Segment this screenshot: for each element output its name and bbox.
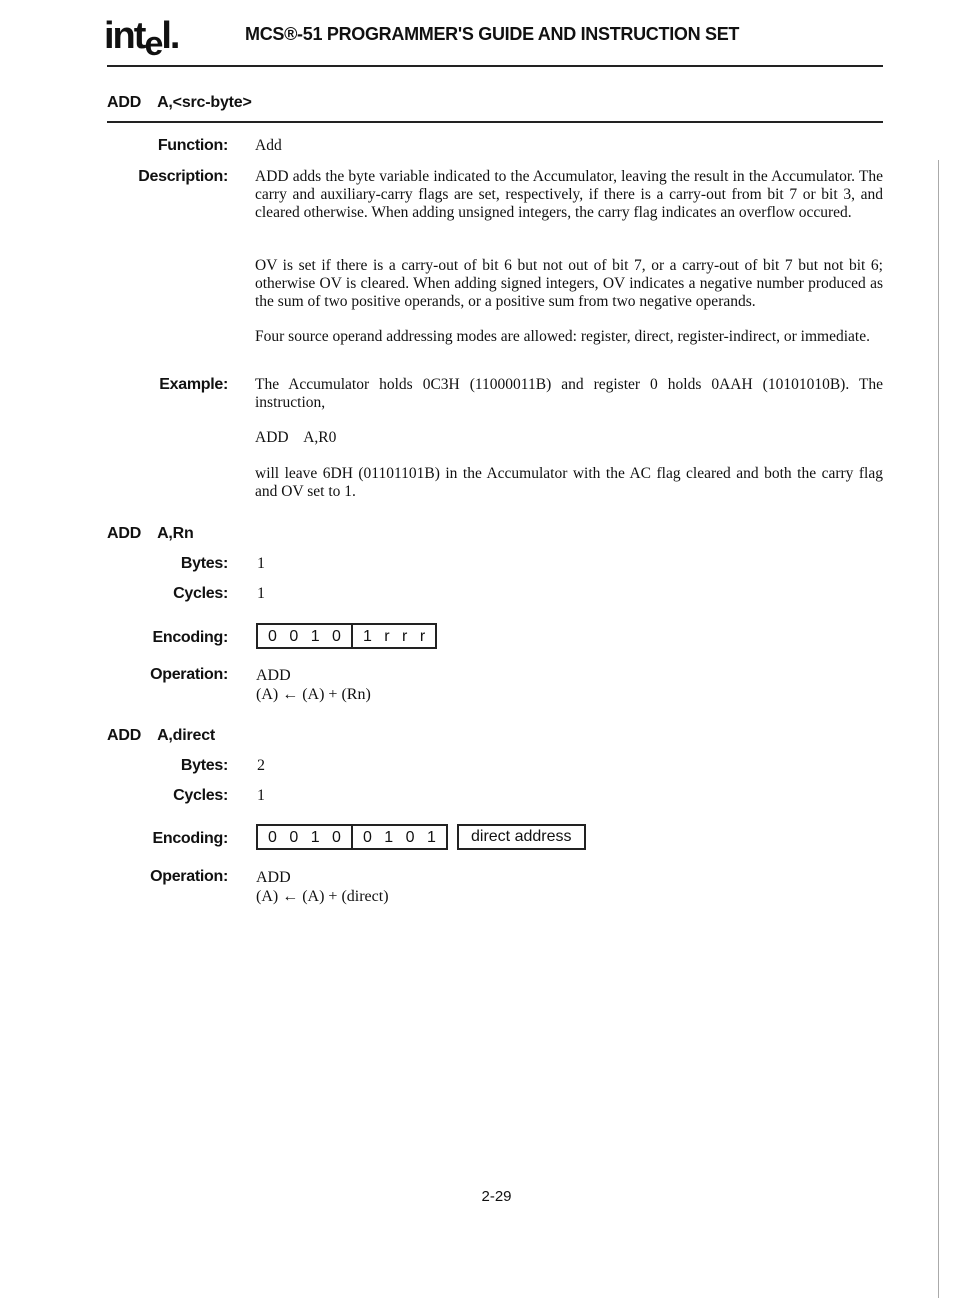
encoding-box [256, 824, 448, 850]
form-heading-direct [107, 727, 215, 745]
description-paragraph-3: Four source operand addressing modes are allowed: register, direct, register-indirect, or immediate. [255, 328, 870, 345]
description-label: Description: [138, 168, 228, 185]
form-operands: A,direct [157, 727, 216, 744]
bytes-label: Bytes: [180, 757, 228, 774]
cycles-value: 1 [257, 585, 265, 602]
instruction-mnemonic: ADD [107, 94, 142, 111]
operation-label: Operation: [150, 666, 228, 683]
example-label: Example: [159, 376, 228, 393]
description-paragraph-2: OV is set if there is a carry-out of bit 6 but not out of bit 7, or a carry-out of bit 7 but not bit 6; otherwise OV is cleared. When adding signed integers, OV indicates a negative number produced as the sum of two positive operands, or a positive sum from two negative operands. [255, 257, 883, 310]
example-code: ADD A,R0 [255, 429, 337, 446]
form-mnemonic: ADD [107, 525, 142, 542]
operation-line-1: ADD [256, 869, 291, 886]
operation-line-1: ADD [256, 667, 291, 684]
operation-value [256, 666, 371, 704]
cycles-label: Cycles: [173, 787, 228, 804]
form-mnemonic: ADD [107, 727, 142, 744]
heading-rule [107, 121, 883, 123]
example-paragraph-1: The Accumulator holds 0C3H (11000011B) and register 0 holds 0AAH (10101010B). The instruction, [255, 376, 883, 411]
function-value: Add [255, 137, 282, 154]
document-title: MCS®-51 PROGRAMMER'S GUIDE AND INSTRUCTION SET [245, 24, 740, 44]
bytes-value: 1 [257, 555, 265, 572]
operation-value [256, 868, 389, 906]
scan-edge-line [938, 160, 939, 1298]
header-rule [107, 65, 883, 67]
cycles-value: 1 [257, 787, 265, 804]
encoding-label: Encoding: [152, 629, 228, 646]
operation-line-2: (A) ← (A) + (Rn) [256, 686, 371, 703]
encoding-label: Encoding: [152, 830, 228, 847]
instruction-heading [107, 94, 252, 112]
form-operands: A,Rn [157, 525, 194, 542]
encoding-box [256, 623, 437, 649]
intel-logo: intel. [104, 15, 179, 63]
bytes-label: Bytes: [180, 555, 228, 572]
direct-address-box: direct address [457, 824, 586, 850]
encoding-high-nibble: 0 0 1 0 [268, 829, 345, 846]
description-paragraph-1: ADD adds the byte variable indicated to the Accumulator, leaving the result in the Accumulator. The carry and auxiliary-carry flags are set, respectively, if there is a carry-out from bit 7 or bit 3, and cleared otherwise. When adding unsigned integers, the carry flag indicates an overflow occured. [255, 168, 883, 221]
instruction-operands: A,<src-byte> [157, 94, 252, 111]
operation-line-2: (A) ← (A) + (direct) [256, 888, 389, 905]
function-label: Function: [157, 137, 228, 154]
page-number: 2-29 [481, 1188, 512, 1205]
cycles-label: Cycles: [173, 585, 228, 602]
bytes-value: 2 [257, 757, 265, 774]
encoding-high-nibble: 0 0 1 0 [268, 628, 345, 645]
operation-label: Operation: [150, 868, 228, 885]
encoding-low-nibble: 1 r r r [351, 625, 435, 647]
form-heading-rn [107, 525, 194, 543]
example-paragraph-2: will leave 6DH (01101101B) in the Accumulator with the AC flag cleared and both the carry flag and OV set to 1. [255, 465, 883, 500]
encoding-low-nibble: 0 1 0 1 [351, 826, 446, 848]
